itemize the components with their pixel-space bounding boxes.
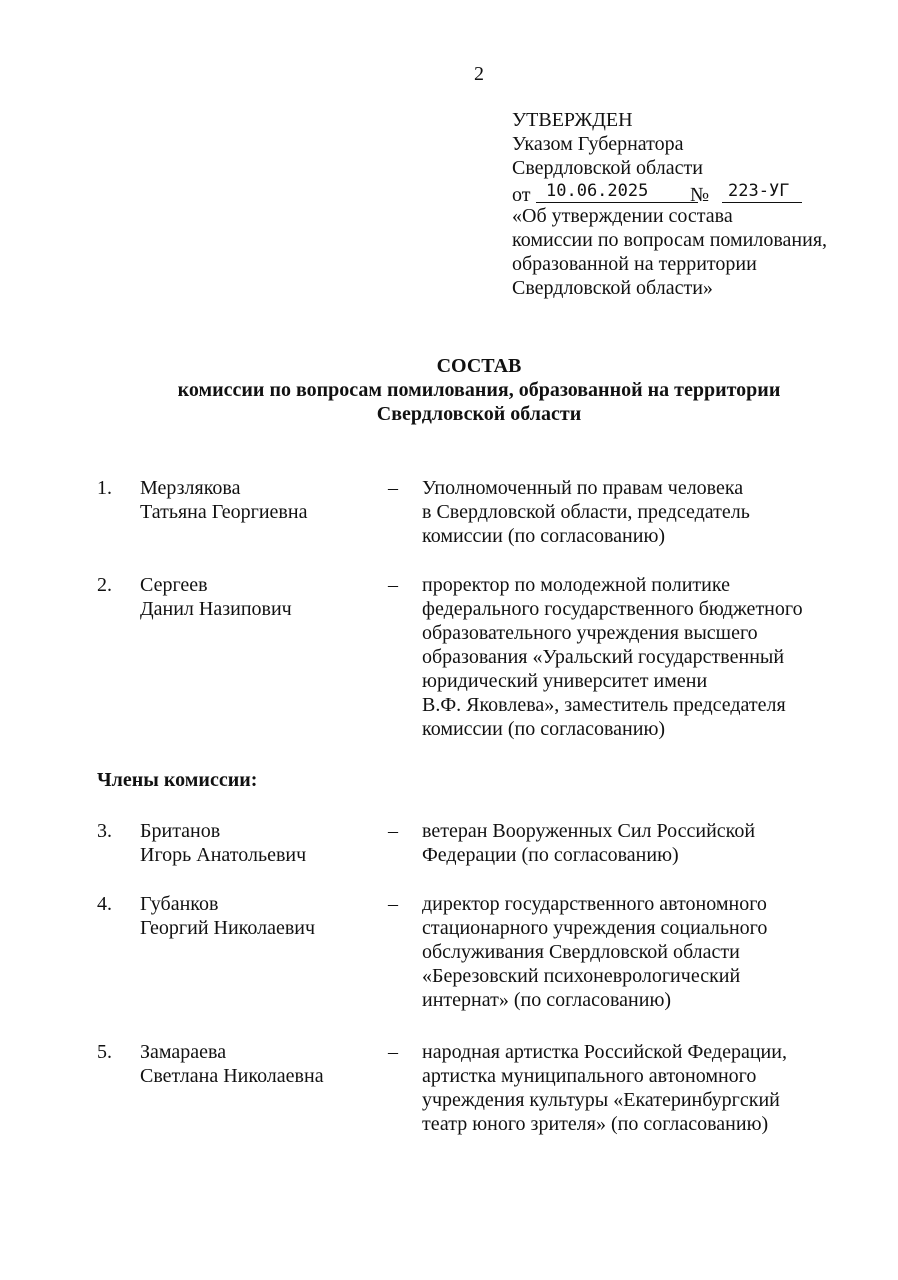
position-line: ветеран Вооруженных Сил Российской: [422, 820, 756, 842]
entry-number: 4.: [97, 893, 112, 915]
entry-number: 3.: [97, 820, 112, 842]
position-line: директор государственного автономного: [422, 893, 767, 915]
position-line: учреждения культуры «Екатеринбургский: [422, 1089, 780, 1111]
approval-subject-line: комиссии по вопросам помилования,: [512, 229, 828, 251]
decree-number: 223-УГ: [722, 180, 802, 203]
position-line: народная артистка Российской Федерации,: [422, 1041, 787, 1063]
position-line: Федерации (по согласованию): [422, 844, 679, 866]
member-name: [140, 819, 380, 867]
member-position: [422, 819, 882, 867]
member-position: [422, 573, 882, 741]
position-line: комиссии (по согласованию): [422, 525, 666, 547]
given-names: Георгий Николаевич: [140, 917, 316, 939]
page-number: 2: [474, 63, 484, 85]
position-line: в Свердловской области, председатель: [422, 501, 750, 523]
surname: Мерзлякова: [140, 477, 241, 499]
dash: –: [388, 820, 398, 842]
document-subtitle: комиссии по вопросам помилования, образованной на территории: [177, 379, 781, 401]
member-name: [140, 1040, 380, 1088]
position-line: обслуживания Свердловской области: [422, 941, 740, 963]
surname: Замараева: [140, 1041, 227, 1063]
dash: –: [388, 477, 398, 499]
position-line: театр юного зрителя» (по согласованию): [422, 1113, 769, 1135]
surname: Британов: [140, 820, 221, 842]
member-position: [422, 476, 882, 548]
members-heading: Члены комиссии:: [97, 769, 258, 791]
entry-number: 1.: [97, 477, 112, 499]
approval-subject-line: «Об утверждении состава: [512, 205, 733, 227]
member-position: [422, 1040, 882, 1136]
given-names: Татьяна Георгиевна: [140, 501, 308, 523]
document-subtitle: Свердловской области: [376, 403, 582, 425]
position-line: артистка муниципального автономного: [422, 1065, 757, 1087]
position-line: федерального государственного бюджетного: [422, 598, 803, 620]
position-line: В.Ф. Яковлева», заместитель председателя: [422, 694, 786, 716]
surname: Губанков: [140, 893, 219, 915]
entry-number: 2.: [97, 574, 112, 596]
approval-title: УТВЕРЖДЕН: [512, 109, 633, 131]
approval-subject-line: образованной на территории: [512, 253, 757, 275]
given-names: Светлана Николаевна: [140, 1065, 324, 1087]
surname: Сергеев: [140, 574, 208, 596]
approval-subject-line: Свердловской области»: [512, 277, 713, 299]
position-line: юридический университет имени: [422, 670, 708, 692]
approval-issuer: Указом Губернатора: [512, 133, 684, 155]
member-position: [422, 892, 882, 1012]
position-line: проректор по молодежной политике: [422, 574, 730, 596]
member-name: [140, 892, 380, 940]
approval-date-line: [512, 180, 892, 204]
dash: –: [388, 574, 398, 596]
position-line: «Березовский психоневрологический: [422, 965, 741, 987]
given-names: Игорь Анатольевич: [140, 844, 307, 866]
position-line: стационарного учреждения социального: [422, 917, 768, 939]
number-label: №: [690, 184, 710, 206]
approval-block: [512, 108, 892, 300]
decree-date: 10.06.2025: [536, 180, 698, 203]
position-line: интернат» (по согласованию): [422, 989, 672, 1011]
approval-region: Свердловской области: [512, 157, 703, 179]
member-name: [140, 476, 380, 524]
date-label: от: [512, 184, 531, 206]
dash: –: [388, 1041, 398, 1063]
position-line: Уполномоченный по правам человека: [422, 477, 744, 499]
position-line: комиссии (по согласованию): [422, 718, 666, 740]
document-title: СОСТАВ: [436, 355, 522, 377]
member-name: [140, 573, 380, 621]
given-names: Данил Назипович: [140, 598, 292, 620]
position-line: образовательного учреждения высшего: [422, 622, 758, 644]
position-line: образования «Уральский государственный: [422, 646, 785, 668]
entry-number: 5.: [97, 1041, 112, 1063]
dash: –: [388, 893, 398, 915]
